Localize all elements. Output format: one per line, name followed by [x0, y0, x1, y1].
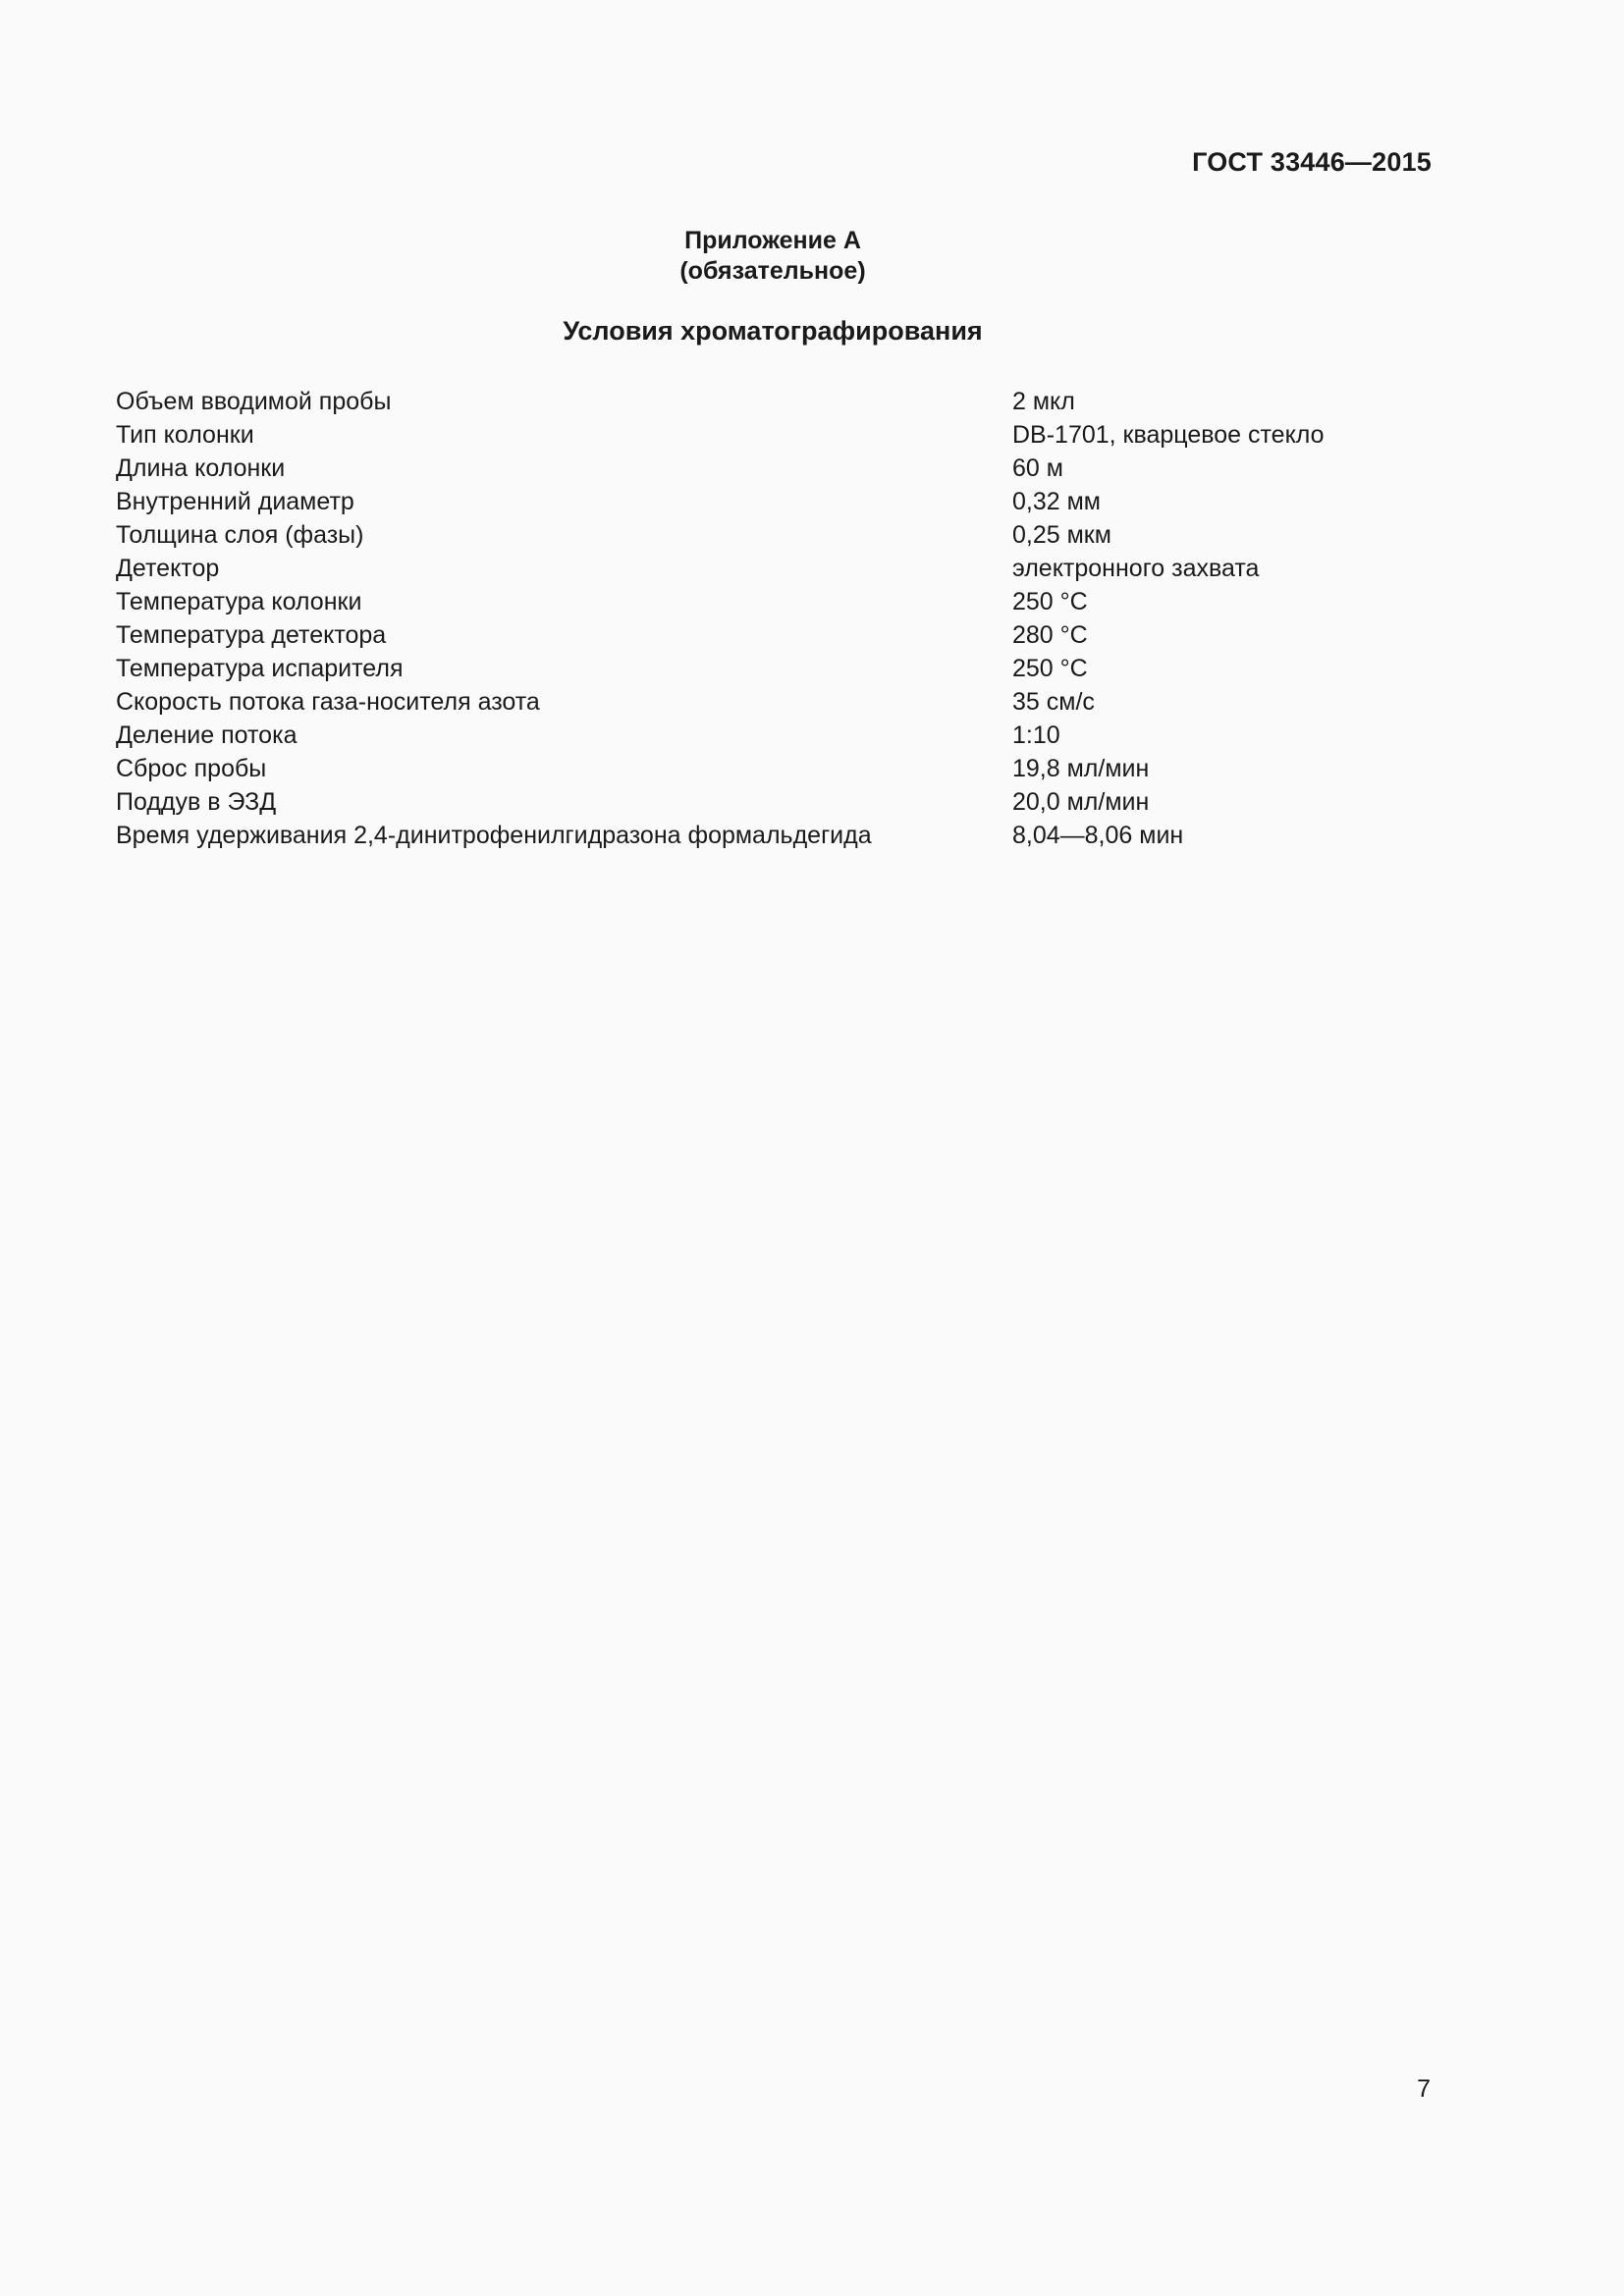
param-value: 250 °С	[1012, 655, 1088, 682]
param-name: Время удерживания 2,4-динитрофенилгидразона формальдегида	[116, 822, 872, 849]
param-name: Скорость потока газа-носителя азота	[116, 688, 540, 716]
param-value: 2 мкл	[1012, 388, 1075, 415]
param-value: 20,0 мл/мин	[1012, 788, 1150, 816]
param-row	[116, 585, 1373, 618]
param-name: Внутренний диаметр	[116, 488, 354, 515]
param-name: Тип колонки	[116, 421, 254, 449]
param-row	[116, 685, 1373, 719]
param-value: 8,04—8,06 мин	[1012, 822, 1184, 849]
param-row	[116, 819, 1373, 852]
param-value: DB-1701, кварцевое стекло	[1012, 421, 1325, 449]
param-name: Сброс пробы	[116, 755, 267, 782]
page-number: 7	[1417, 2075, 1431, 2103]
param-row	[116, 485, 1373, 518]
param-row	[116, 385, 1373, 418]
param-name: Температура детектора	[116, 621, 387, 649]
param-value: 250 °С	[1012, 588, 1088, 615]
param-row	[116, 752, 1373, 785]
param-name: Температура испарителя	[116, 655, 404, 682]
param-row	[116, 518, 1373, 552]
param-row	[116, 418, 1373, 452]
param-row	[116, 785, 1373, 819]
appendix-subtitle: (обязательное)	[679, 257, 866, 285]
param-value: 0,32 мм	[1012, 488, 1101, 515]
param-value: 0,25 мкм	[1012, 521, 1111, 549]
appendix-heading	[0, 226, 1545, 287]
param-value: 19,8 мл/мин	[1012, 755, 1150, 782]
param-value: 280 °С	[1012, 621, 1088, 649]
param-value: 60 м	[1012, 454, 1063, 482]
param-row	[116, 618, 1373, 652]
param-row	[116, 652, 1373, 685]
section-title: Условия хроматографирования	[563, 316, 983, 346]
param-value: 35 см/с	[1012, 688, 1095, 716]
param-value: 1:10	[1012, 721, 1060, 749]
param-name: Толщина слоя (фазы)	[116, 521, 364, 549]
param-name: Детектор	[116, 555, 220, 582]
param-row	[116, 552, 1373, 585]
param-name: Длина колонки	[116, 454, 286, 482]
appendix-title: Приложение А	[684, 227, 861, 254]
param-row	[116, 452, 1373, 485]
document-code: ГОСТ 33446—2015	[1192, 147, 1432, 177]
param-row	[116, 719, 1373, 752]
param-name: Деление потока	[116, 721, 298, 749]
param-name: Поддув в ЭЗД	[116, 788, 277, 816]
param-name: Температура колонки	[116, 588, 362, 615]
chromatography-params-table	[116, 385, 1373, 852]
param-name: Объем вводимой пробы	[116, 388, 392, 415]
param-value: электронного захвата	[1012, 555, 1260, 582]
